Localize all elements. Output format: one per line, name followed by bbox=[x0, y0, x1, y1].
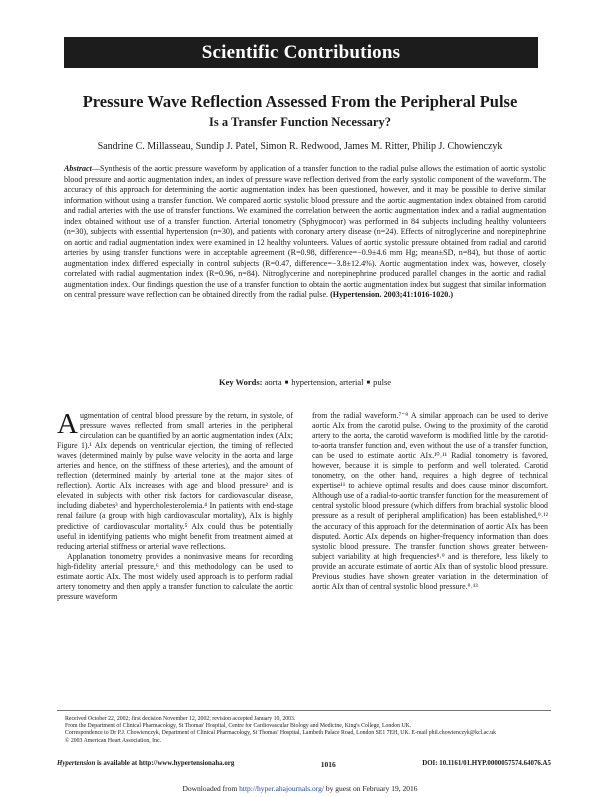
section-banner: Scientific Contributions bbox=[64, 37, 538, 68]
keywords-label: Key Words: bbox=[218, 377, 263, 387]
availability-note: Hypertension is available at http://www.hypertensionaha.org bbox=[57, 760, 235, 767]
article-title: Pressure Wave Reflection Assessed From the Peripheral Pulse bbox=[82, 92, 518, 111]
body-column-right bbox=[312, 411, 548, 592]
footnotes bbox=[57, 716, 551, 745]
body-column-left bbox=[57, 408, 293, 602]
body-paragraph: Applanation tonometry provides a noninvasive means for recording high-fidelity arterial pressure,⁶ and this methodology can be used to estimate aortic AIx. The most widely used approach is to perform radial artery tonometry and then apply a transfer function to calculate the aortic pressure waveform bbox=[57, 551, 293, 601]
journal-footer bbox=[57, 760, 551, 769]
body-paragraph: from the radial waveform.⁷⁻⁹ A similar approach can be used to derive aortic AIx from the carotid pulse. Owing to the proximity of the carotid artery to the aorta, the carotid waveform is modified little by the carotid-to-aorta transfer function and, even without the use of a transfer function, can be used to estimate aortic AIx.¹⁰˒¹¹ Radial tonometry is favored, however, because it is simple to perform and well tolerated. Carotid tonometry, on the other hand, requires a high degree of technical expertise¹¹ to achieve optimal results and does cause minor discomfort. Although use of a radial-to-aortic transfer function for the measurement of central systolic blood pressure (which differs from brachial systolic blood pressure as a result of peripheral amplification) has been established,⁹˒¹² the accuracy of this approach for the determination of aortic AIx has been disputed. Aortic AIx depends on higher-frequency information than does systolic blood pressure. The transfer function shows greater between-subject variability at high frequencies⁸˒⁹ and is therefore, less likely to provide an accurate estimate of aortic AIx than of systolic blood pressure. Previous studies have shown greater variation in the determination of aortic AIx than of central systolic blood pressure.⁹˒¹³ bbox=[312, 411, 548, 591]
abstract-label: Abstract bbox=[64, 164, 92, 173]
abstract bbox=[64, 164, 546, 301]
bullet-square-icon: ■ bbox=[366, 380, 371, 386]
drop-cap: A bbox=[57, 408, 78, 440]
body-paragraph: Augmentation of central blood pressure by the return, in systole, of pressure waves reflected from small arteries in the peripheral circulation can be quantified by an aortic augmentation index (AIx; Figure 1).¹ AIx depends on ventricular ejection, the timing of reflected waves (determined mainly by pulse wave velocity in the aorta and large arteries and hence, on the stiffness of these arteries), and the amount of reflection (determined mainly by arterial tone at the major sites of reflection). Aortic AIx increases with age and blood pressure² and is elevated in subjects with other risk factors for cardiovascular disease, including diabetes³ and hypercholesterolemia.⁴ In patients with end-stage renal failure (a group with high cardiovascular mortality), AIx is highly predictive of cardiovascular mortality.⁵ AIx could thus be potentially useful in identifying patients who might benefit from treatment aimed at reducing arterial stiffness or arterial wave reflections. bbox=[57, 408, 293, 551]
footnote: Received October 22, 2002; first decision November 12, 2002; revision accepted January 10, 2003. bbox=[65, 716, 296, 722]
keyword: pulse bbox=[373, 377, 392, 387]
bullet-square-icon: ■ bbox=[284, 380, 289, 386]
download-notice: Downloaded from http://hyper.ahajournals.org/ by guest on February 19, 2016 bbox=[182, 784, 418, 793]
doi: DOI: 10.1161/01.HYP.0000057574.64076.A5 bbox=[422, 760, 551, 767]
journal-link[interactable]: http://hyper.ahajournals.org/ bbox=[239, 784, 324, 793]
abstract-citation: (Hypertension. 2003;41:1016-1020.) bbox=[330, 290, 454, 299]
article-subtitle: Is a Transfer Function Necessary? bbox=[209, 115, 391, 129]
keyword: hypertension, arterial bbox=[291, 377, 364, 387]
footnote: Correspondence to Dr P.J. Chowienczyk, Department of Clinical Pharmacology, St Thomas' Hospital, Lambeth Palace Road, London SE1 7EH, UK. E-mail phil.chowienczyk@kcl.ac.uk bbox=[65, 730, 497, 737]
footnote-divider bbox=[57, 710, 551, 711]
footnote: © 2003 American Heart Association, Inc. bbox=[65, 737, 162, 744]
footnote: From the Department of Clinical Pharmacology, St Thomas' Hospital, Centre for Cardiovascular Biology and Medicine, King's College, London UK. bbox=[65, 723, 412, 730]
page-number: 1016 bbox=[320, 760, 336, 769]
keywords bbox=[64, 377, 546, 389]
author-list: Sandrine C. Millasseau, Sundip J. Patel, Simon R. Redwood, James M. Ritter, Philip J. Chowienczyk bbox=[97, 141, 503, 152]
keyword: aorta bbox=[264, 377, 282, 387]
abstract-body: —Synthesis of the aortic pressure waveform by application of a transfer function to the radial pulse allows the estimation of aortic systolic blood pressure and aortic augmentation index, an index of pressure wave reflection derived from the early systolic component of the waveform. The accuracy of this approach for determining the aortic augmentation index has been questioned, however, and it may be possible to derive similar information without using a transfer function. We compared aortic systolic blood pressure and the aortic augmentation index obtained from carotid and radial arteries with the use of transfer functions. We examined the correlation between the aortic augmentation index and a radial augmentation index obtained without use of a transfer function. Arterial tonometry (Sphygmocor) was performed in 84 subjects including healthy volunteers (n=30), subjects with essential hypertension (n=30), and patients with coronary artery disease (n=24). Effects of nitroglycerine and norepinephrine on aortic and radial augmentation index were examined in 12 healthy volunteers. Values of aortic systolic pressure obtained from radial and carotid arteries by using transfer functions were in acceptable agreement (R=0.98, difference=−0.9±4.6 mm Hg; mean±SD, n=84), but those of aortic augmentation index differed especially in control subjects (R=0.47, difference=−3.8±12.4%). Aortic augmentation index was, however, closely correlated with radial augmentation index (R=0.96, n=84). Nitroglycerine and norepinephrine produced parallel changes in the aortic and radial augmentation index. Our findings question the use of a transfer function to obtain the aortic augmentation index but suggest that similar information on central pressure wave reflection can be obtained directly from the radial pulse. bbox=[64, 164, 546, 299]
